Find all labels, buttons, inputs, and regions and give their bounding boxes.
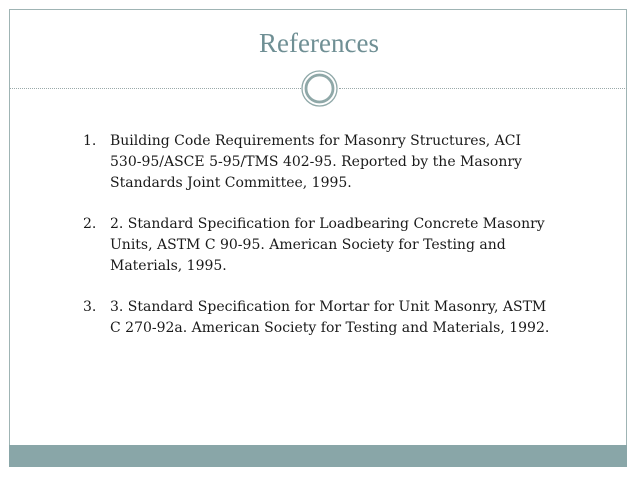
reference-text: 2. Standard Specification for Loadbearing Concrete Masonry Units, ASTM C 90-95. American Society for Testing and Materials, 1995. — [110, 216, 545, 274]
reference-number: 2. — [83, 216, 97, 232]
reference-item — [83, 214, 553, 277]
footer-band — [9, 445, 627, 467]
reference-item — [83, 131, 553, 194]
slide-title: References — [259, 28, 379, 58]
reference-item — [83, 297, 553, 339]
reference-text: Building Code Requirements for Masonry Structures, ACI 530-95/ASCE 5-95/TMS 402-95. Reported by the Masonry Standards Joint Committee, 1995. — [110, 133, 522, 191]
reference-number: 1. — [83, 133, 97, 149]
circle-ornament-icon — [300, 69, 339, 108]
title-divider-right — [339, 88, 627, 89]
references-list — [83, 131, 553, 359]
reference-text: 3. Standard Specification for Mortar for Unit Masonry, ASTM C 270-92a. American Society for Testing and Materials, 1992. — [110, 299, 550, 336]
reference-number: 3. — [83, 299, 97, 315]
title-divider-left — [10, 88, 301, 89]
